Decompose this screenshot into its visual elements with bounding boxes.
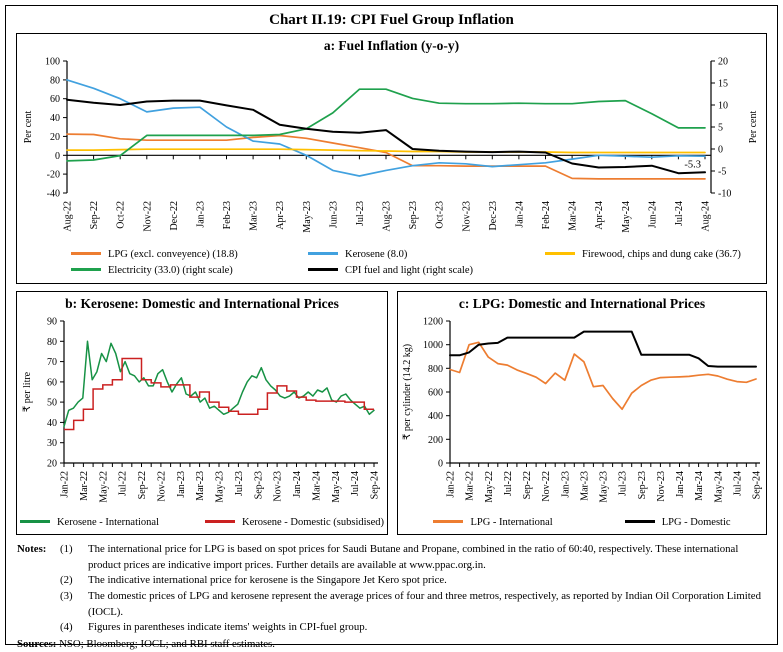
svg-text:Mar-24: Mar-24 [694, 471, 706, 501]
svg-text:Jan-22: Jan-22 [445, 471, 457, 498]
svg-text:20: 20 [46, 458, 57, 470]
legend-line-swatch-icon [625, 520, 655, 523]
svg-text:Per cent: Per cent [748, 110, 759, 144]
note-number: (2) [60, 574, 73, 587]
svg-text:Sep-23: Sep-23 [636, 471, 648, 500]
legend-item [205, 515, 384, 530]
svg-text:May-24: May-24 [620, 201, 632, 233]
svg-text:Aug-22: Aug-22 [62, 201, 74, 232]
legend-label: Electricity (33.0) (right scale) [108, 265, 233, 276]
legend-item [71, 247, 308, 263]
svg-text:Jan-24: Jan-24 [514, 201, 526, 228]
svg-text:Nov-22: Nov-22 [142, 201, 154, 232]
panel-fuel-inflation [16, 33, 767, 284]
series-line [67, 89, 705, 161]
legend-label: LPG (excl. conveyence) (18.8) [108, 249, 238, 260]
legend-row [17, 247, 766, 263]
svg-text:Apr-23: Apr-23 [275, 201, 287, 230]
svg-text:20: 20 [50, 131, 60, 143]
legend-line-swatch-icon [308, 252, 338, 255]
svg-text:Mar-23: Mar-23 [579, 471, 591, 501]
panel-a-title: a: Fuel Inflation (y-o-y) [323, 38, 460, 53]
svg-text:Feb-24: Feb-24 [541, 201, 552, 230]
series-line [64, 359, 374, 430]
legend-item [20, 515, 159, 530]
note-text: The international price for LPG is based on spot prices for Saudi Butane and Propane, combined in the ratio of 60:40, respectively. These international product prices are indicative import prices. Further details are available at www.ppac.org.in. [88, 543, 739, 571]
legend-label: LPG - Domestic [661, 517, 731, 528]
svg-text:Jul-24: Jul-24 [349, 471, 361, 496]
svg-text:Aug-24: Aug-24 [700, 201, 712, 232]
svg-text:Oct-23: Oct-23 [434, 201, 446, 229]
svg-text:0: 0 [55, 150, 60, 162]
svg-text:Per cent: Per cent [23, 110, 34, 144]
svg-text:80: 80 [46, 336, 57, 348]
svg-text:Mar-24: Mar-24 [310, 471, 322, 501]
svg-text:Dec-23: Dec-23 [487, 201, 499, 231]
legend-item [308, 247, 545, 263]
legend-label: Kerosene - International [56, 517, 160, 528]
kerosene-prices-legend [17, 515, 387, 530]
lpg-prices-chart [398, 313, 766, 515]
svg-text:May-22: May-22 [483, 471, 495, 503]
sources-text: NSO; Bloomberg; IOCL; and RBI staff estimates. [59, 637, 275, 650]
legend-line-swatch-icon [71, 268, 101, 271]
svg-text:₹ per litre: ₹ per litre [21, 371, 33, 413]
svg-text:-10: -10 [718, 188, 732, 200]
chart-axes [22, 317, 381, 503]
sources-label: Sources: [17, 637, 57, 650]
lpg-prices-legend [398, 515, 766, 530]
chart-axes [402, 317, 763, 503]
svg-text:10: 10 [718, 100, 728, 112]
svg-text:Sep-24: Sep-24 [751, 471, 763, 500]
svg-text:Sep-22: Sep-22 [522, 471, 533, 500]
svg-text:Nov-23: Nov-23 [272, 471, 284, 502]
svg-text:Jan-24: Jan-24 [675, 471, 686, 498]
legend-item [308, 263, 545, 279]
svg-text:60: 60 [46, 377, 57, 389]
svg-text:Aug-23: Aug-23 [381, 201, 393, 232]
panel-c-title: c: LPG: Domestic and International Prices [458, 296, 706, 311]
series-line [67, 100, 705, 174]
note-item [17, 573, 766, 589]
svg-text:-20: -20 [46, 169, 60, 181]
svg-text:800: 800 [428, 363, 443, 375]
svg-text:0: 0 [718, 144, 723, 156]
legend-line-swatch-icon [433, 520, 463, 523]
series-line [64, 341, 374, 426]
svg-text:70: 70 [46, 357, 57, 369]
svg-text:1200: 1200 [423, 316, 443, 328]
svg-text:Nov-23: Nov-23 [655, 471, 667, 502]
svg-text:Jul-22: Jul-22 [117, 471, 129, 496]
panel-lpg-prices [397, 291, 767, 535]
svg-text:May-22: May-22 [97, 471, 109, 503]
legend-row [398, 515, 766, 530]
svg-text:Jan-23: Jan-23 [175, 471, 187, 498]
legend-label: Kerosene (8.0) [345, 249, 408, 260]
note-number: (3) [60, 589, 73, 602]
svg-text:₹ per cylinder (14.2 kg): ₹ per cylinder (14.2 kg) [402, 343, 413, 441]
svg-text:Oct-22: Oct-22 [115, 201, 127, 229]
svg-text:Apr-24: Apr-24 [594, 201, 606, 230]
legend-label: Firewood, chips and dung cake (36.7) [582, 249, 741, 260]
svg-text:Mar-22: Mar-22 [78, 471, 90, 501]
note-item [17, 620, 766, 636]
notes-block [17, 542, 766, 652]
svg-text:5: 5 [718, 122, 723, 134]
legend-row [17, 515, 387, 530]
svg-text:Sep-23: Sep-23 [252, 471, 264, 500]
legend-label: Kerosene - Domestic (subsidised) [242, 517, 385, 528]
svg-text:Jun-24: Jun-24 [647, 201, 659, 229]
svg-text:400: 400 [428, 411, 443, 423]
svg-text:Jul-22: Jul-22 [502, 471, 514, 496]
fuel-inflation-chart [19, 55, 764, 247]
svg-text:Jan-23: Jan-23 [195, 201, 207, 228]
legend-line-swatch-icon [205, 520, 235, 523]
svg-text:Mar-22: Mar-22 [464, 471, 476, 501]
svg-text:Mar-24: Mar-24 [567, 201, 579, 231]
svg-text:Nov-23: Nov-23 [461, 201, 473, 232]
svg-text:Jun-23: Jun-23 [328, 201, 340, 229]
lower-panels-row [16, 291, 767, 535]
svg-text:-5: -5 [718, 166, 727, 178]
note-item [17, 589, 766, 620]
kerosene-prices-chart [20, 313, 385, 515]
svg-text:80: 80 [50, 75, 60, 87]
svg-text:Sep-24: Sep-24 [369, 471, 380, 500]
note-text: The indicative international price for kerosene is the Singapore Jet Kero spot price. [88, 574, 447, 587]
svg-text:Jan-24: Jan-24 [291, 471, 303, 498]
svg-text:60: 60 [50, 94, 60, 106]
svg-text:Mar-23: Mar-23 [248, 201, 260, 231]
legend-line-swatch-icon [71, 252, 101, 255]
fuel-inflation-legend [17, 247, 766, 279]
svg-text:Mar-23: Mar-23 [194, 471, 206, 501]
legend-item [545, 247, 766, 263]
svg-text:1000: 1000 [423, 340, 443, 352]
series-line [450, 342, 756, 409]
svg-text:40: 40 [46, 417, 57, 429]
svg-text:Nov-22: Nov-22 [155, 471, 167, 502]
legend-item [71, 263, 308, 279]
svg-text:15: 15 [718, 78, 728, 90]
svg-text:Sep-22: Sep-22 [89, 201, 101, 230]
legend-item [625, 515, 731, 530]
note-text: The domestic prices of LPG and kerosene represent the average prices of four and three metros, respectively, as reported by Indian Oil Corporation Limited (IOCL). [88, 589, 761, 618]
svg-text:30: 30 [46, 438, 57, 450]
svg-text:Jan-22: Jan-22 [59, 471, 70, 498]
legend-line-swatch-icon [545, 252, 575, 255]
svg-text:-40: -40 [46, 188, 60, 200]
note-text: Figures in parentheses indicate items' weights in CPI-fuel group. [88, 621, 368, 634]
svg-text:90: 90 [46, 316, 57, 328]
note-number: (1) [60, 543, 73, 555]
legend-label: LPG - International [470, 517, 553, 528]
svg-text:Nov-22: Nov-22 [541, 471, 553, 502]
svg-text:May-23: May-23 [301, 201, 313, 233]
svg-text:200: 200 [428, 434, 443, 446]
panel-b-title: b: Kerosene: Domestic and International Prices [65, 296, 339, 311]
svg-text:Dec-22: Dec-22 [168, 201, 180, 231]
legend-label: CPI fuel and light (right scale) [345, 265, 474, 276]
svg-text:50: 50 [46, 397, 57, 409]
svg-text:Jul-24: Jul-24 [732, 471, 744, 496]
svg-text:Jul-23: Jul-23 [617, 471, 629, 496]
legend-row [17, 263, 766, 279]
svg-text:Sep-22: Sep-22 [136, 471, 148, 500]
data-label-annotation: -5.3 [684, 159, 701, 171]
legend-line-swatch-icon [20, 520, 50, 523]
chart-title: Chart II.19: CPI Fuel Group Inflation [269, 12, 514, 28]
chart-frame [5, 5, 778, 650]
svg-text:Jul-24: Jul-24 [673, 201, 685, 226]
svg-text:Jul-23: Jul-23 [233, 471, 245, 496]
svg-text:0: 0 [438, 458, 443, 470]
svg-text:Jul-23: Jul-23 [354, 201, 366, 226]
svg-text:Sep-23: Sep-23 [408, 201, 420, 230]
legend-item [433, 515, 552, 530]
svg-text:May-23: May-23 [214, 471, 225, 503]
svg-text:Jan-23: Jan-23 [560, 471, 572, 498]
svg-text:May-24: May-24 [713, 471, 725, 503]
legend-line-swatch-icon [308, 268, 338, 271]
svg-text:May-24: May-24 [330, 471, 342, 503]
svg-text:20: 20 [718, 56, 728, 68]
svg-text:600: 600 [428, 387, 443, 399]
svg-text:100: 100 [45, 56, 60, 68]
svg-text:May-23: May-23 [598, 471, 610, 503]
svg-text:40: 40 [50, 113, 60, 125]
series-line [67, 80, 705, 176]
note-number: (4) [60, 621, 73, 634]
svg-text:Feb-23: Feb-23 [222, 201, 233, 230]
panel-kerosene-prices [16, 291, 388, 535]
notes-label: Notes: [17, 543, 47, 555]
note-item [17, 542, 766, 573]
